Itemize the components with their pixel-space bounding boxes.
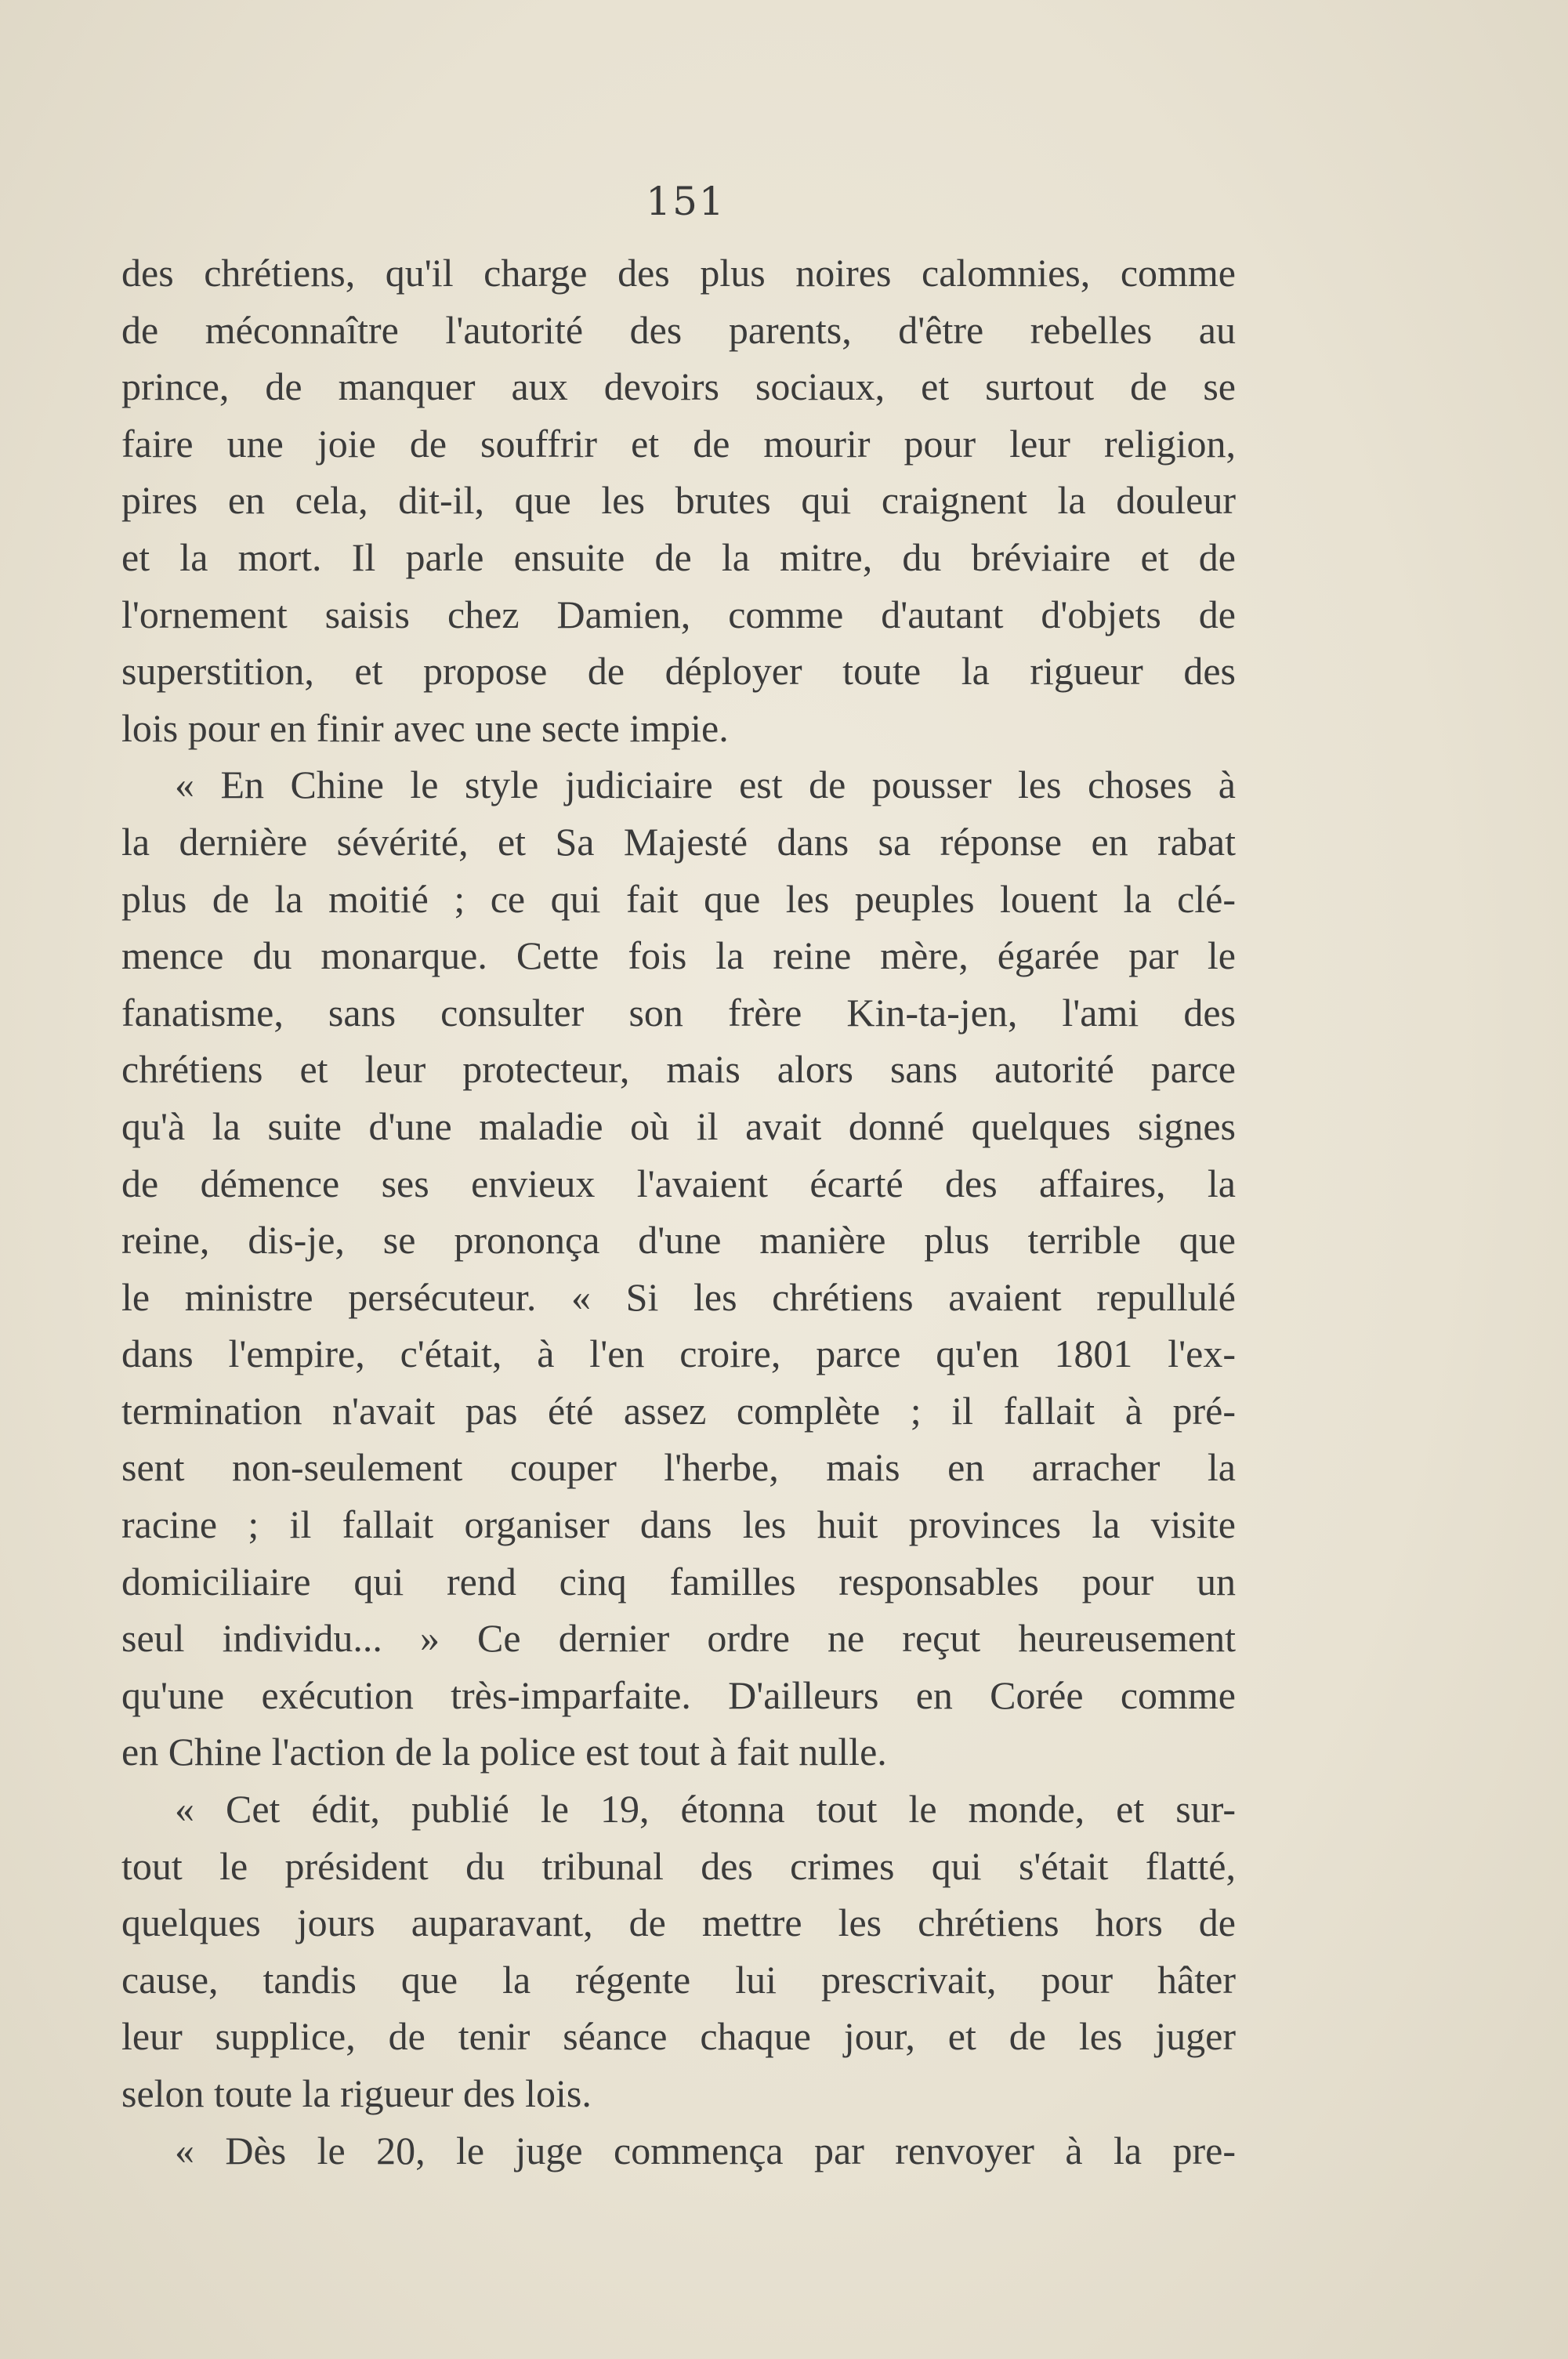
text-line: et la mort. Il parle ensuite de la mitre, du bréviaire et de [121, 534, 1236, 579]
text-line: mence du monarque. Cette fois la reine mère, égarée par le [121, 933, 1236, 978]
text-line: qu'à la suite d'une maladie où il avait donné quelques signes [121, 1103, 1236, 1148]
text-line: reine, dis-je, se prononça d'une manière plus terrible que [121, 1218, 1236, 1263]
text-line: tout le président du tribunal des crimes qui s'était flatté, [121, 1843, 1236, 1888]
text-line: seul individu... » Ce dernier ordre ne reçut heureusement [121, 1616, 1236, 1661]
text-line: racine ; il fallait organiser dans les huit provinces la visite [121, 1502, 1236, 1547]
text-line: en Chine l'action de la police est tout à fait nulle. [121, 1730, 887, 1774]
text-line: sent non-seulement couper l'herbe, mais en arracher la [121, 1445, 1236, 1490]
text-line: quelques jours auparavant, de mettre les chrétiens hors de [121, 1901, 1236, 1945]
text-line: leur supplice, de tenir séance chaque jour, et de les juger [121, 2014, 1236, 2059]
text-line: le ministre persécuteur. « Si les chrétiens avaient repullulé [121, 1274, 1236, 1319]
text-line: termination n'avait pas été assez complète ; il fallait à pré- [121, 1388, 1236, 1433]
text-line: des chrétiens, qu'il charge des plus noires calomnies, comme [121, 251, 1236, 295]
text-line: selon toute la rigueur des lois. [121, 2071, 592, 2115]
text-line: l'ornement saisis chez Damien, comme d'autant d'objets de [121, 592, 1236, 636]
text-line: « Dès le 20, le juge commença par renvoyer à la pre- [175, 2128, 1236, 2172]
text-line: superstition, et propose de déployer toute la rigueur des [121, 649, 1236, 694]
text-line: pires en cela, dit-il, que les brutes qui craignent la douleur [121, 478, 1236, 523]
text-line: dans l'empire, c'était, à l'en croire, parce qu'en 1801 l'ex- [121, 1332, 1236, 1376]
text-line: « En Chine le style judiciaire est de pousser les choses à [175, 763, 1236, 807]
text-line: cause, tandis que la régente lui prescrivait, pour hâter [121, 1957, 1236, 2002]
text-line: faire une joie de souffrir et de mourir pour leur religion, [121, 421, 1236, 466]
text-line: de méconnaître l'autorité des parents, d'être rebelles au [121, 307, 1236, 352]
text-line: fanatisme, sans consulter son frère Kin-ta-jen, l'ami des [121, 990, 1236, 1035]
text-line: domiciliaire qui rend cinq familles responsables pour un [121, 1559, 1236, 1603]
text-line: lois pour en finir avec une secte impie. [121, 705, 729, 750]
text-line: chrétiens et leur protecteur, mais alors sans autorité parce [121, 1047, 1236, 1092]
text-line: prince, de manquer aux devoirs sociaux, et surtout de se [121, 364, 1236, 409]
text-line: qu'une exécution très-imparfaite. D'ailleurs en Corée comme [121, 1672, 1236, 1717]
text-line: la dernière sévérité, et Sa Majesté dans sa réponse en rabat [121, 819, 1236, 864]
text-line: « Cet édit, publié le 19, étonna tout le monde, et sur- [175, 1787, 1236, 1832]
text-line: de démence ses envieux l'avaient écarté des affaires, la [121, 1161, 1236, 1205]
text-line: plus de la moitié ; ce qui fait que les peuples louent la clé- [121, 876, 1236, 921]
page-number: 151 [646, 179, 726, 224]
body-text [121, 245, 1236, 2179]
